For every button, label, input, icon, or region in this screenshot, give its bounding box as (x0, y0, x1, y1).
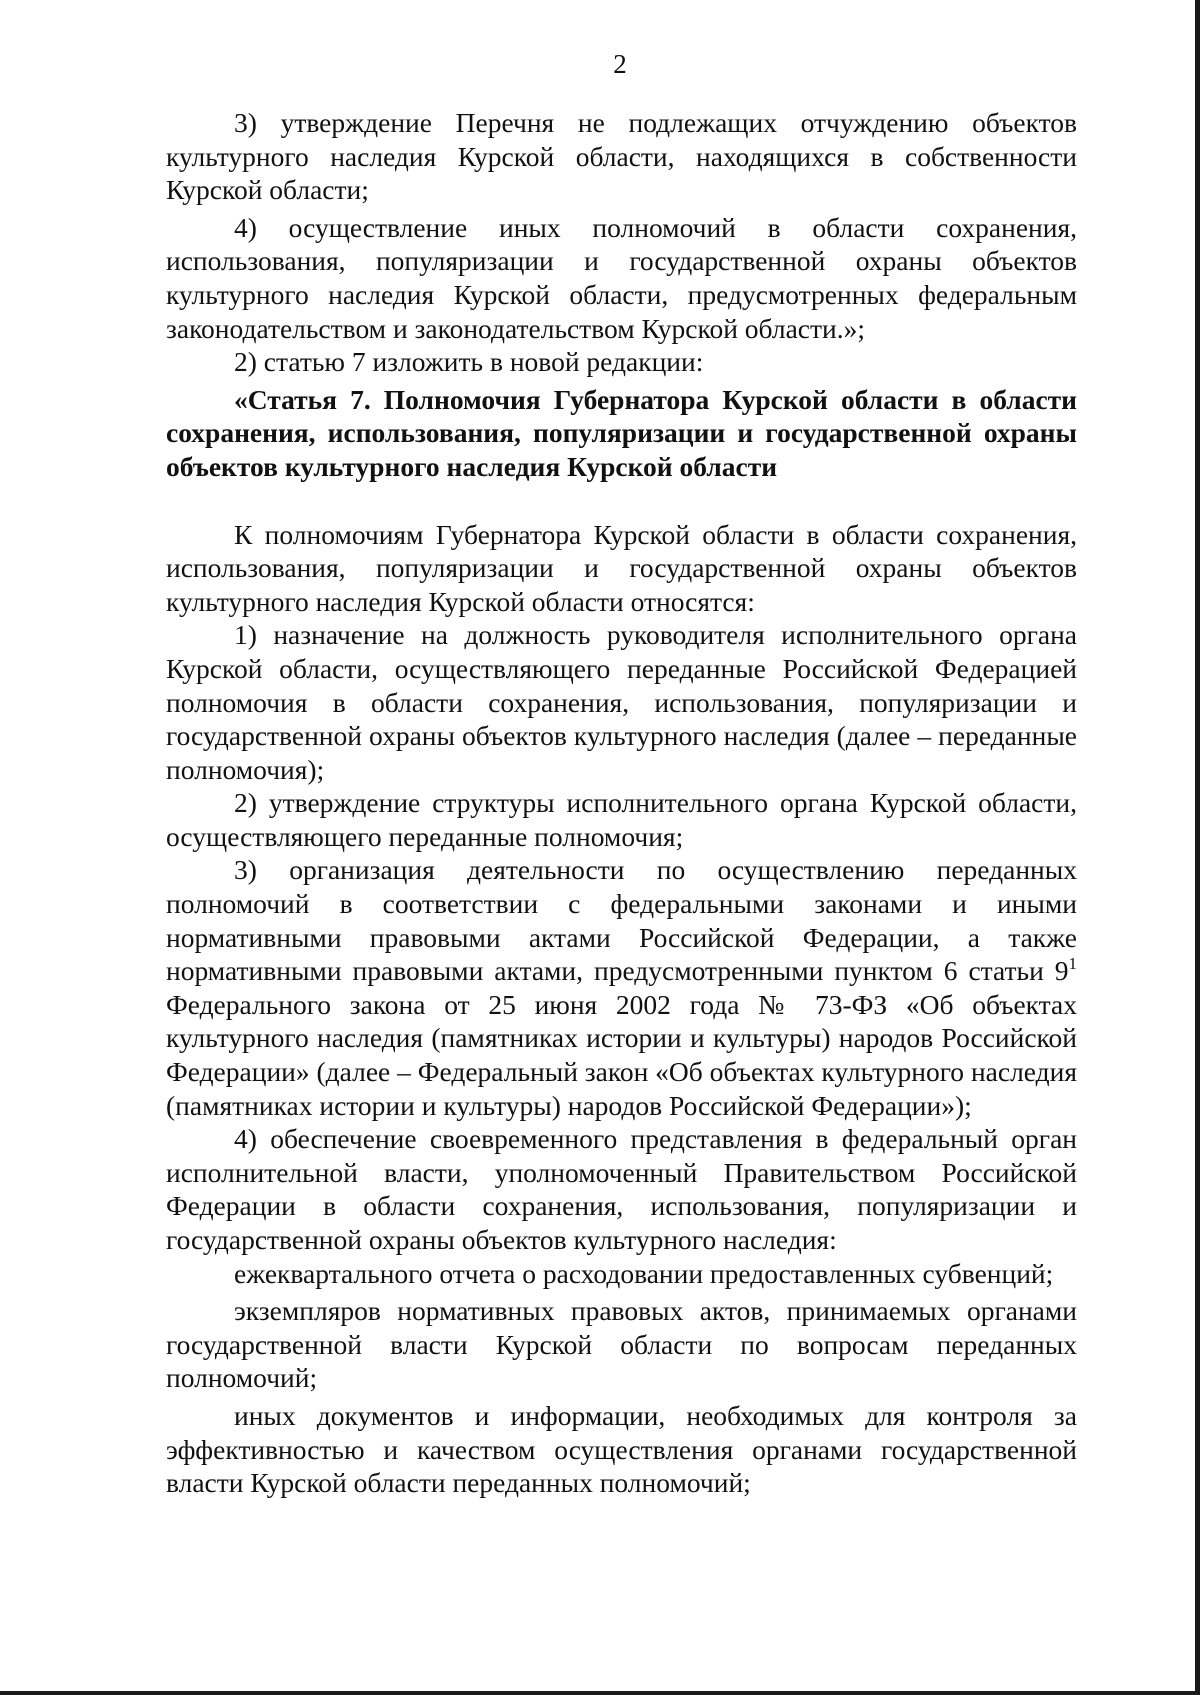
item-3-approval-list: 3) утверждение Перечня не подлежащих отчуждению объектов культурного наследия Курской области, находящихся в собственности Курской области; (166, 107, 1077, 206)
power-3-organization (166, 853, 1077, 1122)
item-4-other-powers: 4) осуществление иных полномочий в области сохранения, использования, популяризации и государственной охраны объектов культурного наследия Курской области, предусмотренных федеральным законодательством и законодательством Курской области.»; (166, 211, 1077, 344)
report-quarterly: ежеквартального отчета о расходовании предоставленных субвенций; (234, 1257, 1054, 1289)
report-other-documents: иных документов и информации, необходимых для контроля за эффективностью и качеством осуществления органами государственной власти Курской области переданных полномочий; (166, 1399, 1077, 1499)
power-4-reporting: 4) обеспечение своевременного представления в федеральный орган исполнительной власти, уполномоченный Правительством Российской Федерации в области сохранения, использования, популяризации и государственной охраны объектов культурного наследия: (166, 1123, 1077, 1255)
scan-edge-bottom (0, 1691, 1200, 1695)
page-number: 2 (613, 49, 627, 79)
powers-intro: К полномочиям Губернатора Курской области в области сохранения, использования, популяризации и государственной охраны объектов культурного наследия Курской области относятся: (166, 518, 1077, 617)
power-3-text-before: 3) организация деятельности по осуществлению переданных полномочий в соответствии с федеральными законами и иными нормативными правовыми актами Российской Федерации, а также нормативными правовыми актами, предусмотренными пунктом 6 статьи 9 (166, 854, 1077, 987)
report-legal-acts: экземпляров нормативных правовых актов, принимаемых органами государственной власти Курской области по вопросам переданных полномочий; (166, 1295, 1077, 1394)
scan-edge-right (1195, 0, 1200, 1695)
power-3-text-after: Федерального закона от 25 июня 2002 года № 73-ФЗ «Об объектах культурного наследия (памятниках истории и культуры) народов Российской Федерации» (далее – Федеральный закон «Об объектах культурного наследия (памятниках истории и культуры) народов Российской Федерации»); (166, 988, 1077, 1121)
power-2-structure: 2) утверждение структуры исполнительного органа Курской области, осуществляющего переданные полномочия; (166, 787, 1077, 852)
article-superscript: 1 (1068, 954, 1077, 974)
document-body (166, 106, 1077, 1500)
amendment-article-7: 2) статью 7 изложить в новой редакции: (234, 346, 704, 378)
power-1-appointment: 1) назначение на должность руководителя исполнительного органа Курской области, осуществляющего переданные Российской Федерацией полномочия в области сохранения, использования, популяризации и государственной охраны объектов культурного наследия (далее – переданные полномочия); (166, 619, 1077, 785)
article-7-heading: «Статья 7. Полномочия Губернатора Курской области в области сохранения, использования, популяризации и государственной охраны объектов культурного наследия Курской области (166, 383, 1077, 482)
